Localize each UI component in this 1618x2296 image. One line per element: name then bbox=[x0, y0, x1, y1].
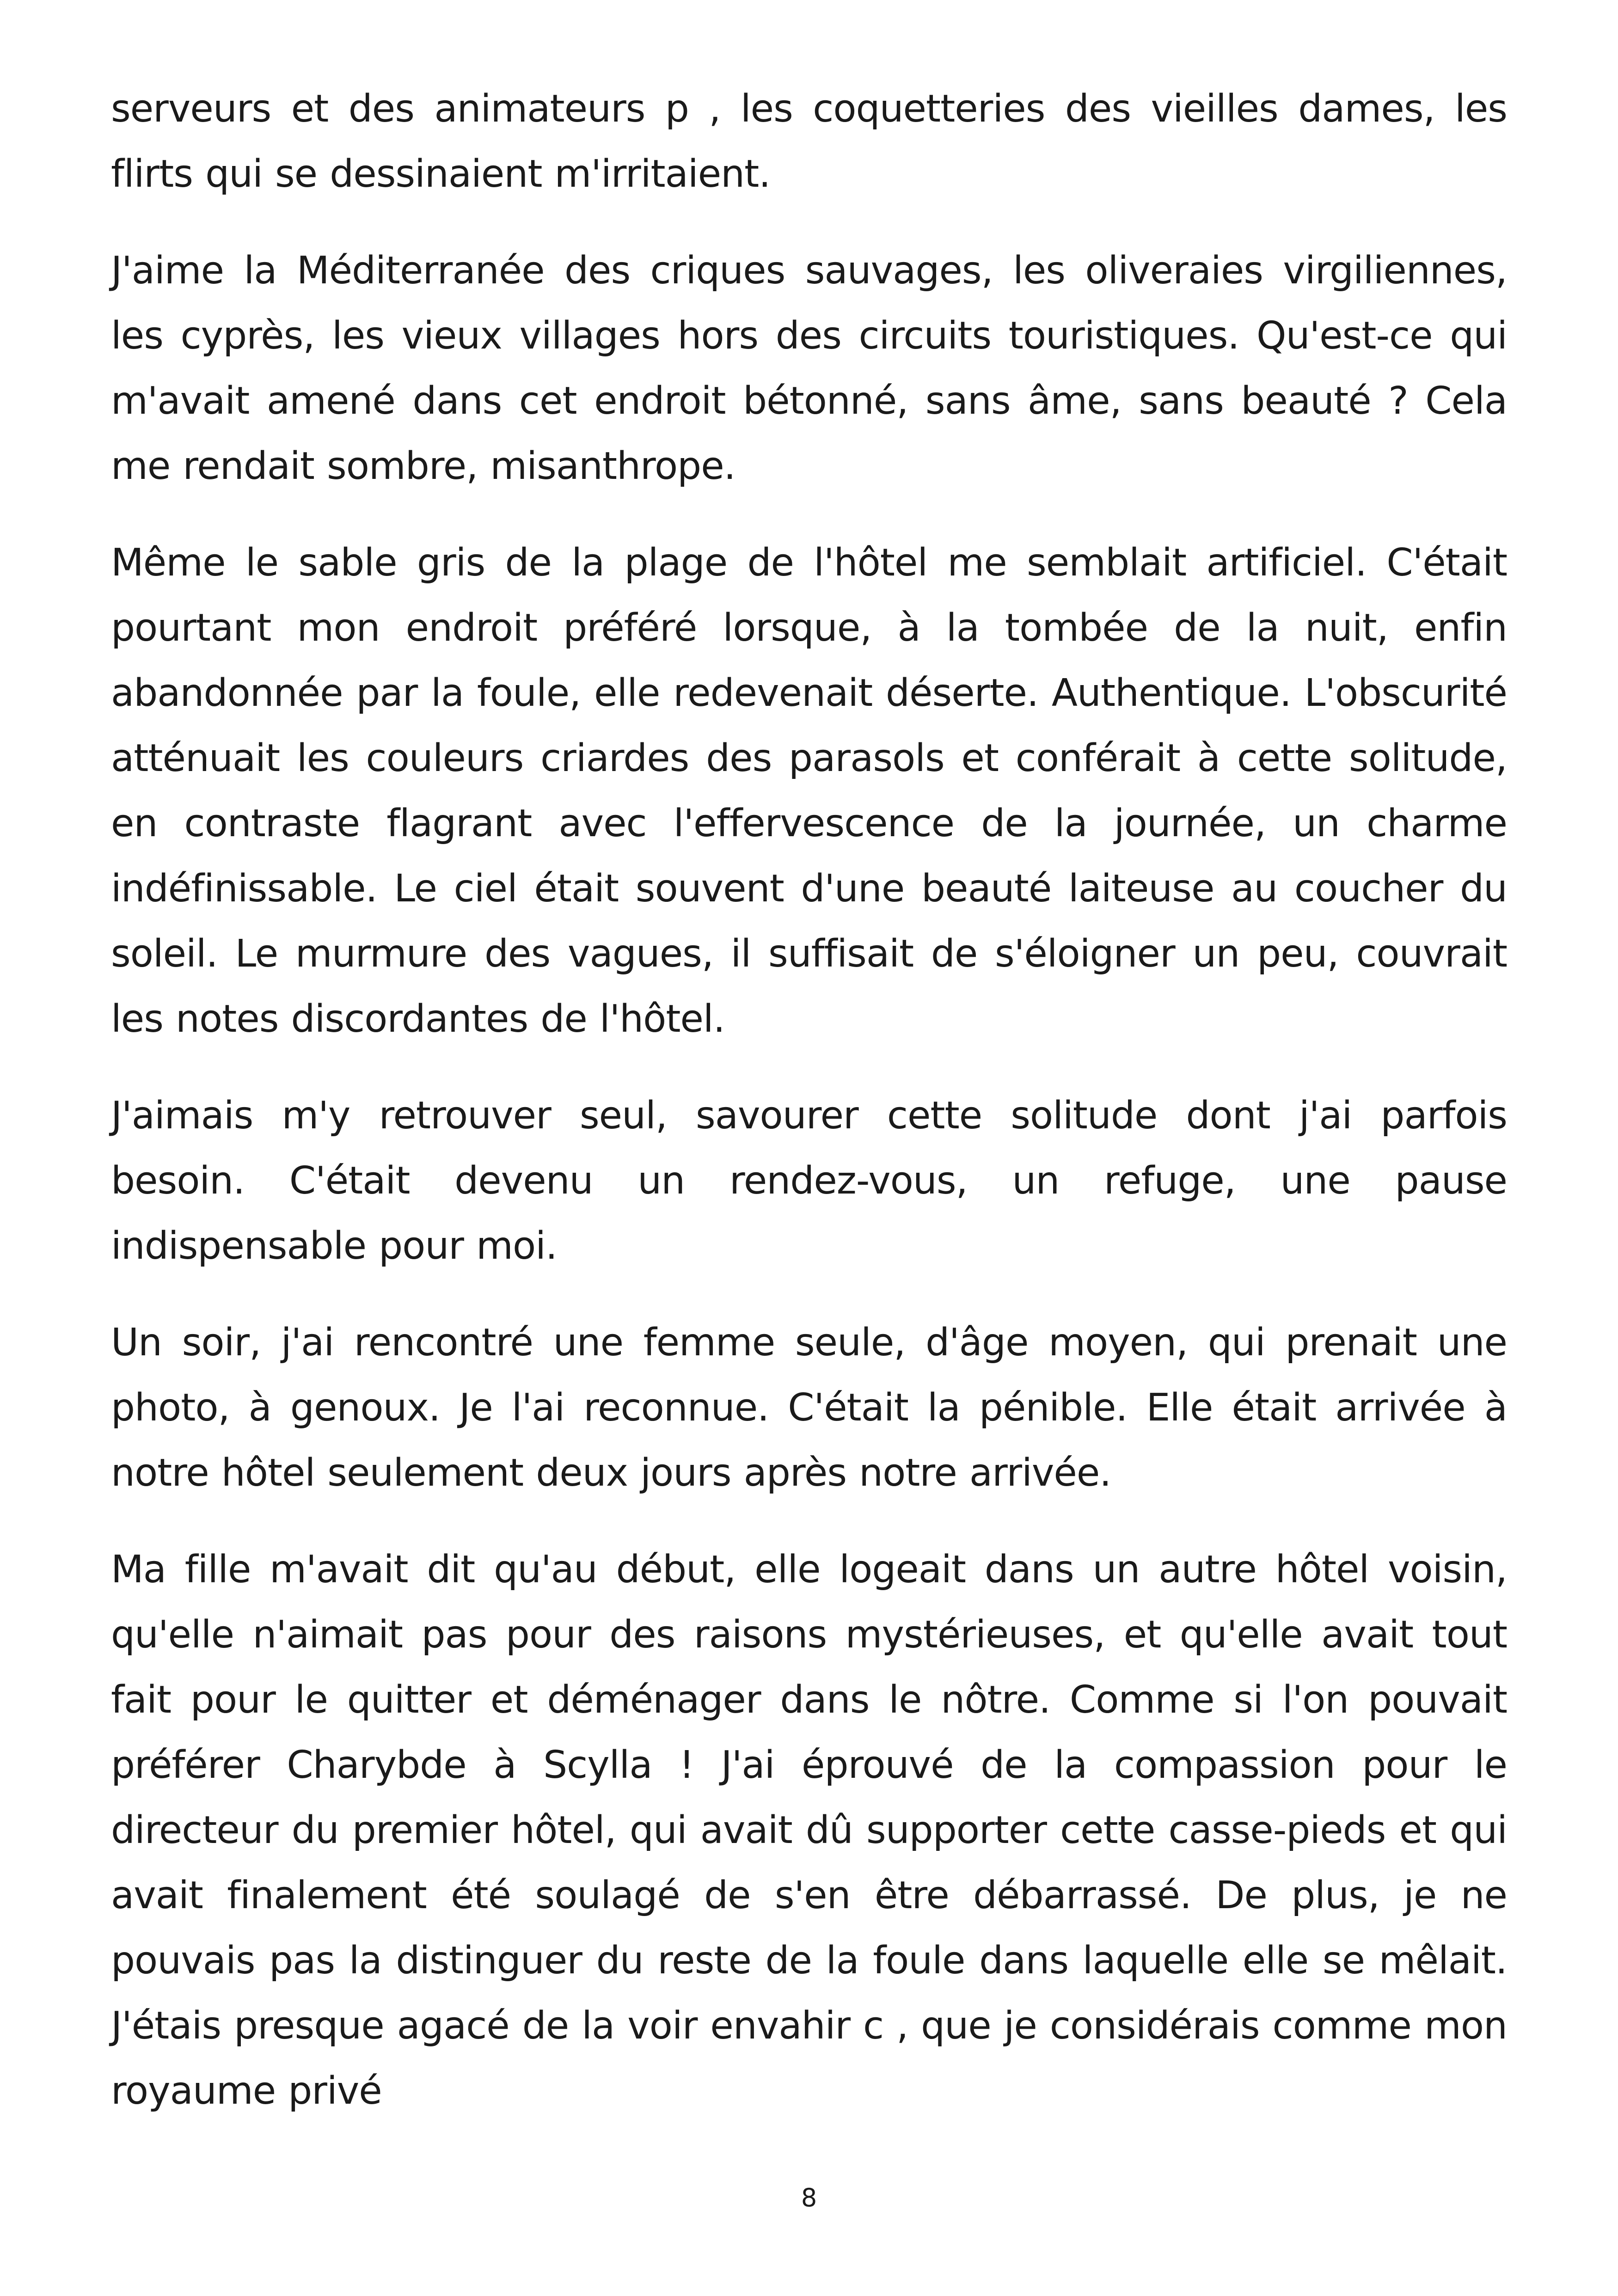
paragraph-5: Un soir, j'ai rencontré une femme seule, d'âge moyen, qui prenait une photo, à genoux. Je l'ai reconnue. C'était la pénible. Elle était arrivée à notre hôtel seulement deux jours après notre arrivée. bbox=[111, 1321, 1507, 1495]
paragraph-3: Même le sable gris de la plage de l'hôtel me semblait artificiel. C'était pourtant mon endroit préféré lorsque, à la tombée de la nuit, enfin abandonnée par la foule, elle redevenait déserte. Authentique. L'obscurité atténuait les couleurs criardes des parasols et conférait à cette solitude, en contraste flagrant avec l'effervescence de la journée, un charme indéfinissable. Le ciel était souvent d'une beauté laiteuse au coucher du soleil. Le murmure des vagues, il suffisait de s'éloigner un peu, couvrait les notes discordantes de l'hôtel. bbox=[111, 541, 1507, 1041]
page-number: 8 bbox=[801, 2183, 817, 2212]
document-page bbox=[111, 76, 1507, 2155]
paragraph-1: serveurs et des animateurs p , les coquetteries des vieilles dames, les flirts qui se dessinaient m'irritaient. bbox=[111, 87, 1507, 196]
paragraph-4: J'aimais m'y retrouver seul, savourer cette solitude dont j'ai parfois besoin. C'était devenu un rendez-vous, un refuge, une pause indispensable pour moi. bbox=[111, 1094, 1507, 1268]
paragraph-6: Ma fille m'avait dit qu'au début, elle logeait dans un autre hôtel voisin, qu'elle n'aimait pas pour des raisons mystérieuses, et qu'elle avait tout fait pour le quitter et déménager dans le nôtre. Comme si l'on pouvait préférer Charybde à Scylla ! J'ai éprouvé de la compassion pour le directeur du premier hôtel, qui avait dû supporter cette casse-pieds et qui avait finalement été soulagé de s'en être débarrassé. De plus, je ne pouvais pas la distinguer du reste de la foule dans laquelle elle se mêlait. J'étais presque agacé de la voir envahir c , que je considérais comme mon royaume privé bbox=[111, 1548, 1507, 2113]
paragraph-2: J'aime la Méditerranée des criques sauvages, les oliveraies virgiliennes, les cyprès, les vieux villages hors des circuits touristiques. Qu'est-ce qui m'avait amené dans cet endroit bétonné, sans âme, sans beauté ? Cela me rendait sombre, misanthrope. bbox=[111, 249, 1507, 488]
